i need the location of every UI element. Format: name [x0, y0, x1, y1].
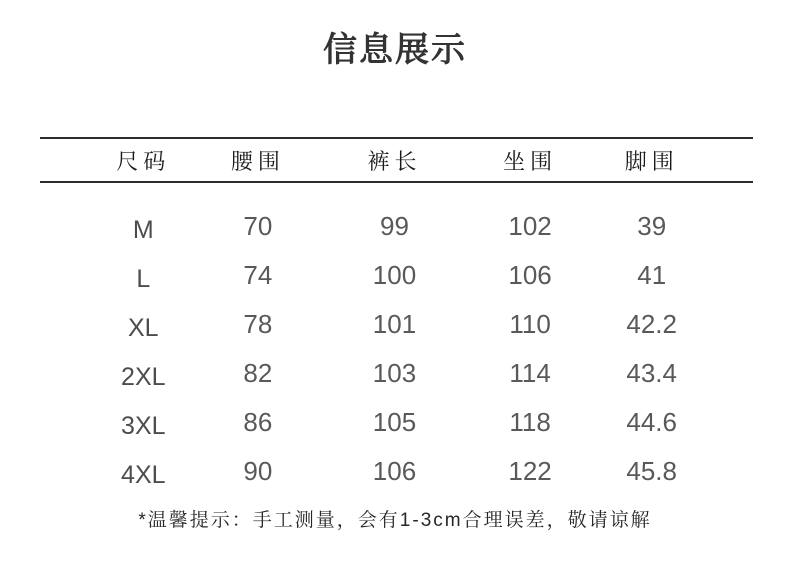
value-cell: 45.8	[626, 456, 677, 486]
table-row	[40, 202, 753, 251]
size-cell: 2XL	[121, 363, 166, 391]
value-cell: 100	[372, 260, 417, 290]
value-cell: 82	[243, 358, 273, 388]
value-cell: 43.4	[626, 358, 677, 388]
size-cell: 3XL	[121, 412, 166, 440]
measurement-disclaimer: *温馨提示：手工测量，会有1-3cm合理误差，敬请谅解	[138, 510, 652, 531]
value-cell: 118	[509, 407, 551, 437]
value-cell: 42.2	[626, 309, 677, 339]
value-cell: 90	[243, 456, 273, 486]
value-cell: 110	[509, 309, 551, 339]
value-cell: 101	[372, 309, 417, 339]
value-cell: 70	[243, 211, 273, 241]
table-row	[40, 447, 753, 496]
value-cell: 106	[508, 260, 552, 290]
table-row	[40, 349, 753, 398]
table-header-row	[40, 137, 753, 183]
value-cell: 78	[243, 309, 273, 339]
size-cell: L	[136, 265, 151, 293]
size-cell: XL	[128, 314, 159, 342]
header-cell: 脚围	[624, 148, 679, 174]
header-cell: 坐围	[503, 148, 558, 174]
header-cell: 腰围	[230, 148, 285, 174]
value-cell: 44.6	[626, 407, 677, 437]
size-cell: M	[132, 216, 154, 244]
table-body	[40, 183, 753, 496]
value-cell: 106	[372, 456, 417, 486]
header-cell: 尺码	[116, 148, 171, 174]
page-title: 信息展示	[323, 31, 467, 69]
table-row	[40, 300, 753, 349]
table-row	[40, 398, 753, 447]
value-cell: 86	[243, 407, 273, 437]
value-cell: 105	[372, 407, 417, 437]
table-row	[40, 251, 753, 300]
value-cell: 99	[380, 211, 409, 241]
size-table	[40, 137, 753, 496]
value-cell: 74	[243, 260, 273, 290]
value-cell: 122	[508, 456, 552, 486]
value-cell: 114	[509, 358, 551, 388]
value-cell: 39	[637, 211, 667, 241]
value-cell: 41	[637, 260, 667, 290]
size-cell: 4XL	[121, 461, 166, 489]
value-cell: 102	[508, 211, 552, 241]
value-cell: 103	[372, 358, 417, 388]
header-cell: 裤长	[367, 148, 422, 174]
